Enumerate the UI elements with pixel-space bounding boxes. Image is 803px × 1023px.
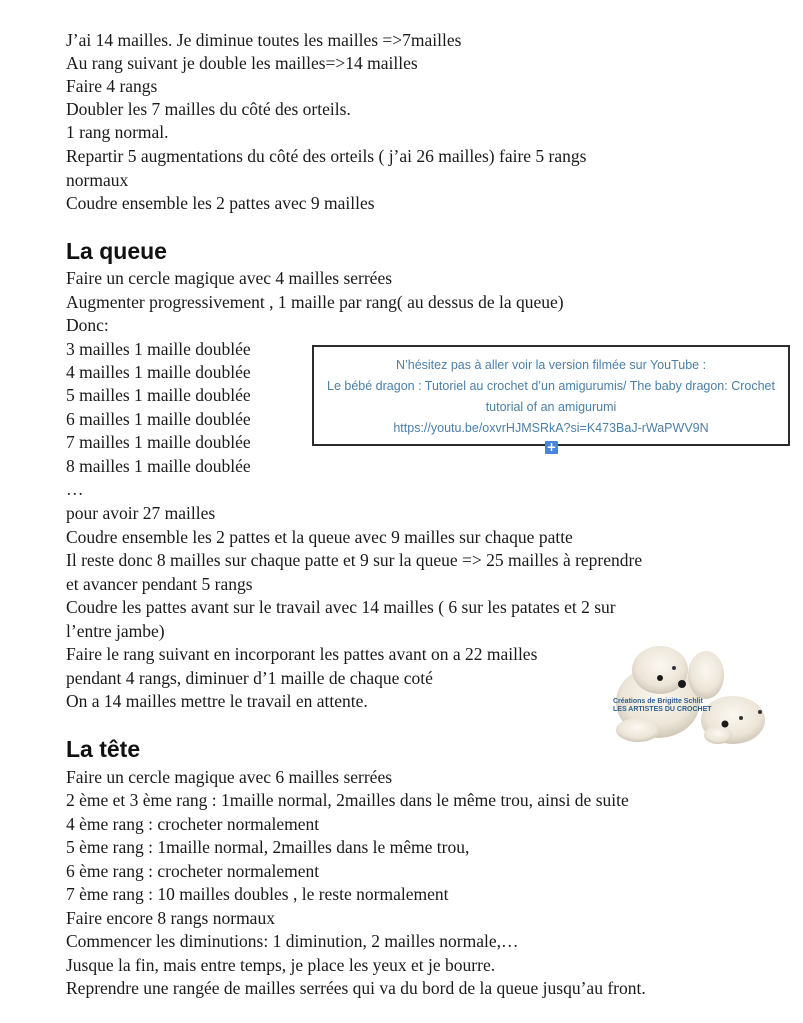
text-line: et avancer pendant 5 rangs: [66, 574, 253, 594]
text-line: Faire un cercle magique avec 6 mailles serrées: [66, 767, 393, 787]
text-line: J’ai 14 mailles. Je diminue toutes les mailles =>7mailles: [66, 30, 462, 50]
text-line: 8 mailles 1 maille doublée: [66, 456, 251, 476]
text-line: Donc:: [66, 315, 109, 335]
text-line: l’entre jambe): [66, 621, 165, 641]
text-line: …: [66, 479, 84, 499]
text-line: Doubler les 7 mailles du côté des orteils.: [66, 99, 351, 119]
text-line: Repartir 5 augmentations du côté des orteils ( j’ai 26 mailles) faire 5 rangs: [66, 146, 587, 166]
text-line: Coudre ensemble les 2 pattes avec 9 mailles: [66, 193, 375, 213]
text-line: Reprendre une rangée de mailles serrées qui va du bord de la queue jusqu’au front.: [66, 978, 646, 998]
text-line: Faire 4 rangs: [66, 76, 158, 96]
text-line: 6 ème rang : crocheter normalement: [66, 861, 320, 881]
caption-line: Créations de Brigitte Schlit: [613, 698, 703, 705]
text-line: Il reste donc 8 mailles sur chaque patte et 9 sur la queue => 25 mailles à reprendre: [66, 550, 643, 570]
youtube-text-box[interactable]: [312, 345, 790, 446]
caption-line: LES ARTISTES DU CROCHET: [613, 706, 712, 713]
photo-caption: [613, 698, 712, 714]
text-line: 6 mailles 1 maille doublée: [66, 409, 251, 429]
text-line: Au rang suivant je double les mailles=>14 mailles: [66, 53, 418, 73]
text-line: Augmenter progressivement , 1 maille par rang( au dessus de la queue): [66, 292, 564, 312]
text-line: 5 ème rang : 1maille normal, 2mailles dans le même trou,: [66, 837, 470, 857]
text-line: 5 mailles 1 maille doublée: [66, 385, 251, 405]
text-line: Coudre les pattes avant sur le travail avec 14 mailles ( 6 sur les patates et 2 sur: [66, 597, 616, 617]
text-line: Faire le rang suivant en incorporant les pattes avant on a 22 mailles: [66, 644, 538, 664]
text-line: Coudre ensemble les 2 pattes et la queue avec 9 mailles sur chaque patte: [66, 527, 573, 547]
video-link[interactable]: https://youtu.be/oxvrHJMSRkA?si=K473BaJ-rWaPWV9N: [393, 421, 709, 435]
plus-icon[interactable]: +: [546, 440, 557, 454]
text-line: pendant 4 rangs, diminuer d’1 maille de chaque coté: [66, 668, 433, 688]
text-line: 2 ème et 3 ème rang : 1maille normal, 2mailles dans le même trou, ainsi de suite: [66, 790, 629, 810]
text-line: Commencer les diminutions: 1 diminution, 2 mailles normale,…: [66, 931, 519, 951]
text-line: normaux: [66, 170, 129, 190]
text-line: Faire encore 8 rangs normaux: [66, 908, 275, 928]
text-line: 4 ème rang : crocheter normalement: [66, 814, 320, 834]
text-line: Faire un cercle magique avec 4 mailles serrées: [66, 268, 393, 288]
text-line: 3 mailles 1 maille doublée: [66, 339, 251, 359]
text-line: 7 ème rang : 10 mailles doubles , le reste normalement: [66, 884, 449, 904]
section-heading-queue: La queue: [66, 238, 167, 264]
crochet-dogs-photo: [608, 640, 768, 750]
text-line: On a 14 mailles mettre le travail en attente.: [66, 691, 368, 711]
video-box-line: N’hésitez pas à aller voir la version filmée sur YouTube :: [395, 358, 707, 372]
section-heading-tete: La tête: [66, 736, 141, 762]
video-box-line: tutorial of an amigurumi: [485, 400, 617, 414]
text-line: 1 rang normal.: [66, 122, 169, 142]
text-line: 7 mailles 1 maille doublée: [66, 432, 251, 452]
text-line: pour avoir 27 mailles: [66, 503, 216, 523]
text-line: Jusque la fin, mais entre temps, je place les yeux et je bourre.: [66, 955, 496, 975]
dogs-illustration-icon: [608, 640, 768, 750]
video-box-line: Le bébé dragon : Tutoriel au crochet d’un amigurumis/ The baby dragon: Crochet: [327, 379, 775, 393]
text-line: 4 mailles 1 maille doublée: [66, 362, 251, 382]
